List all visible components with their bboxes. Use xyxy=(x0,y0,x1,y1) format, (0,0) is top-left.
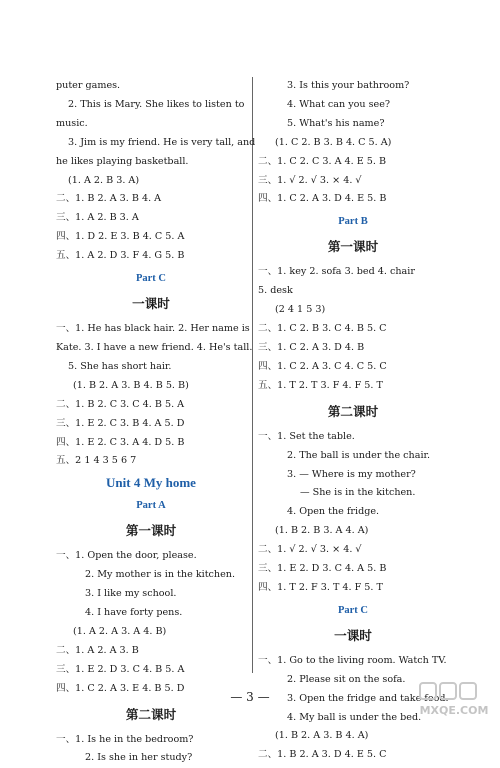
answer-line: 五、1. A 2. D 3. F 4. G 5. B xyxy=(56,250,185,262)
answer-line: 3. Jim is my friend. He is very tall, and xyxy=(68,136,256,148)
answer-line: 3. Is this your bathroom? xyxy=(287,80,410,91)
answer-line: 二、1. B 2. C 3. C 4. B 5. A xyxy=(56,398,185,410)
answer-line: music. xyxy=(56,117,88,129)
answer-line: — She is in the kitchen. xyxy=(300,487,416,499)
answer-line: 4. Open the fridge. xyxy=(287,506,380,518)
answer-line: 5. She has short hair. xyxy=(68,360,172,372)
watermark-logo xyxy=(414,681,494,719)
answer-line: 3. Open the fridge and take food. xyxy=(287,692,449,704)
answer-line: 四、1. C 2. A 3. C 4. C 5. C xyxy=(258,360,387,372)
answer-line: 一、1. He has black hair. 2. Her name is xyxy=(56,323,250,335)
answer-line: 五、1. T 2. T 3. F 4. F 5. T xyxy=(258,379,383,391)
answer-line: he likes playing basketball. xyxy=(56,155,189,167)
answer-line: 四、1. T 2. F 3. T 4. F 5. T xyxy=(258,581,383,593)
answer-line: 一、1. Go to the living room. Watch TV. xyxy=(258,654,447,666)
answer-line: 二、1. B 2. A 3. D 4. E 5. C xyxy=(258,749,387,761)
lesson-heading: 一课时 xyxy=(334,627,372,643)
answer-line: 三、1. A 2. B 3. A xyxy=(56,212,139,224)
left-column xyxy=(56,77,256,768)
answer-line: (2 4 1 5 3) xyxy=(275,304,326,316)
answer-line: 2. The ball is under the chair. xyxy=(287,449,431,461)
answer-line: 三、1. E 2. D 3. C 4. A 5. B xyxy=(258,563,387,575)
answer-line: Kate. 3. I have a new friend. 4. He's tall. xyxy=(56,341,253,353)
answer-line: 四、1. D 2. E 3. B 4. C 5. A xyxy=(56,231,185,243)
part-heading: Part C xyxy=(135,273,167,285)
answer-line: 4. What can you see? xyxy=(287,98,391,110)
answer-line: 一、1. Is he in the bedroom? xyxy=(56,733,194,745)
answer-line: 三、1. C 2. A 3. D 4. B xyxy=(258,341,365,353)
lesson-heading: 第一课时 xyxy=(327,239,379,255)
lesson-heading: 第二课时 xyxy=(125,706,177,722)
answer-line: 一、1. key 2. sofa 3. bed 4. chair xyxy=(258,266,415,278)
answer-line: 四、1. C 2. A 3. D 4. E 5. B xyxy=(258,193,387,205)
answer-line: 2. My mother is in the kitchen. xyxy=(85,569,236,581)
column-divider xyxy=(252,77,253,673)
part-heading: Part A xyxy=(136,500,166,512)
answer-line: (1. B 2. A 3. B 4. B 5. B) xyxy=(73,379,189,391)
answer-line: 二、1. C 2. B 3. C 4. B 5. C xyxy=(258,323,387,335)
answer-line: 二、1. B 2. A 3. B 4. A xyxy=(56,193,162,205)
answer-line: 二、1. C 2. C 3. A 4. E 5. B xyxy=(258,155,387,167)
lesson-heading: 一课时 xyxy=(132,296,170,312)
answer-line: 3. — Where is my mother? xyxy=(287,468,416,480)
answer-line: (1. C 2. B 3. B 4. C 5. A) xyxy=(275,136,392,148)
answer-line: 2. This is Mary. She likes to listen to xyxy=(68,98,245,110)
answer-line: 2. Please sit on the sofa. xyxy=(287,673,406,685)
part-heading: Part C xyxy=(337,604,369,616)
answer-line: 2. Is she in her study? xyxy=(85,752,193,764)
answer-line: 三、1. √ 2. √ 3. × 4. √ xyxy=(258,174,362,186)
right-column xyxy=(258,77,448,765)
answer-line: puter games. xyxy=(56,80,121,91)
answer-line: 一、1. Open the door, please. xyxy=(56,550,197,562)
watermark-text: MXQE.COM xyxy=(419,704,489,717)
answer-line: 4. I have forty pens. xyxy=(85,607,183,619)
unit-heading: Unit 4 My home xyxy=(106,475,196,491)
answer-line: (1. A 2. B 3. A) xyxy=(68,174,140,186)
answer-line: (1. B 2. B 3. A 4. A) xyxy=(275,525,369,537)
answer-line: (1. B 2. A 3. B 4. A) xyxy=(275,730,369,742)
lesson-heading: 第二课时 xyxy=(327,403,379,419)
answer-line: 二、1. A 2. A 3. B xyxy=(56,644,139,656)
answer-line: 四、1. C 2. A 3. E 4. B 5. D xyxy=(56,682,185,694)
answer-line: 四、1. E 2. C 3. A 4. D 5. B xyxy=(56,436,185,448)
answer-line: 5. desk xyxy=(258,285,293,297)
lesson-heading: 第一课时 xyxy=(125,523,177,539)
answer-line: 5. What's his name? xyxy=(287,117,385,129)
answer-line: 3. I like my school. xyxy=(85,588,177,600)
answer-line: (1. A 2. A 3. A 4. B) xyxy=(73,625,167,637)
answer-line: 三、1. E 2. D 3. C 4. B 5. A xyxy=(56,663,185,675)
answer-line: 二、1. √ 2. √ 3. × 4. √ xyxy=(258,544,362,556)
answer-line: 4. My ball is under the bed. xyxy=(287,711,422,723)
part-heading: Part B xyxy=(338,216,368,228)
answer-line: 一、1. Set the table. xyxy=(258,430,355,442)
answer-line: 三、1. E 2. C 3. B 4. A 5. D xyxy=(56,417,185,429)
page-number: — 3 — xyxy=(230,690,270,704)
answer-line: 五、2 1 4 3 5 6 7 xyxy=(56,455,137,467)
